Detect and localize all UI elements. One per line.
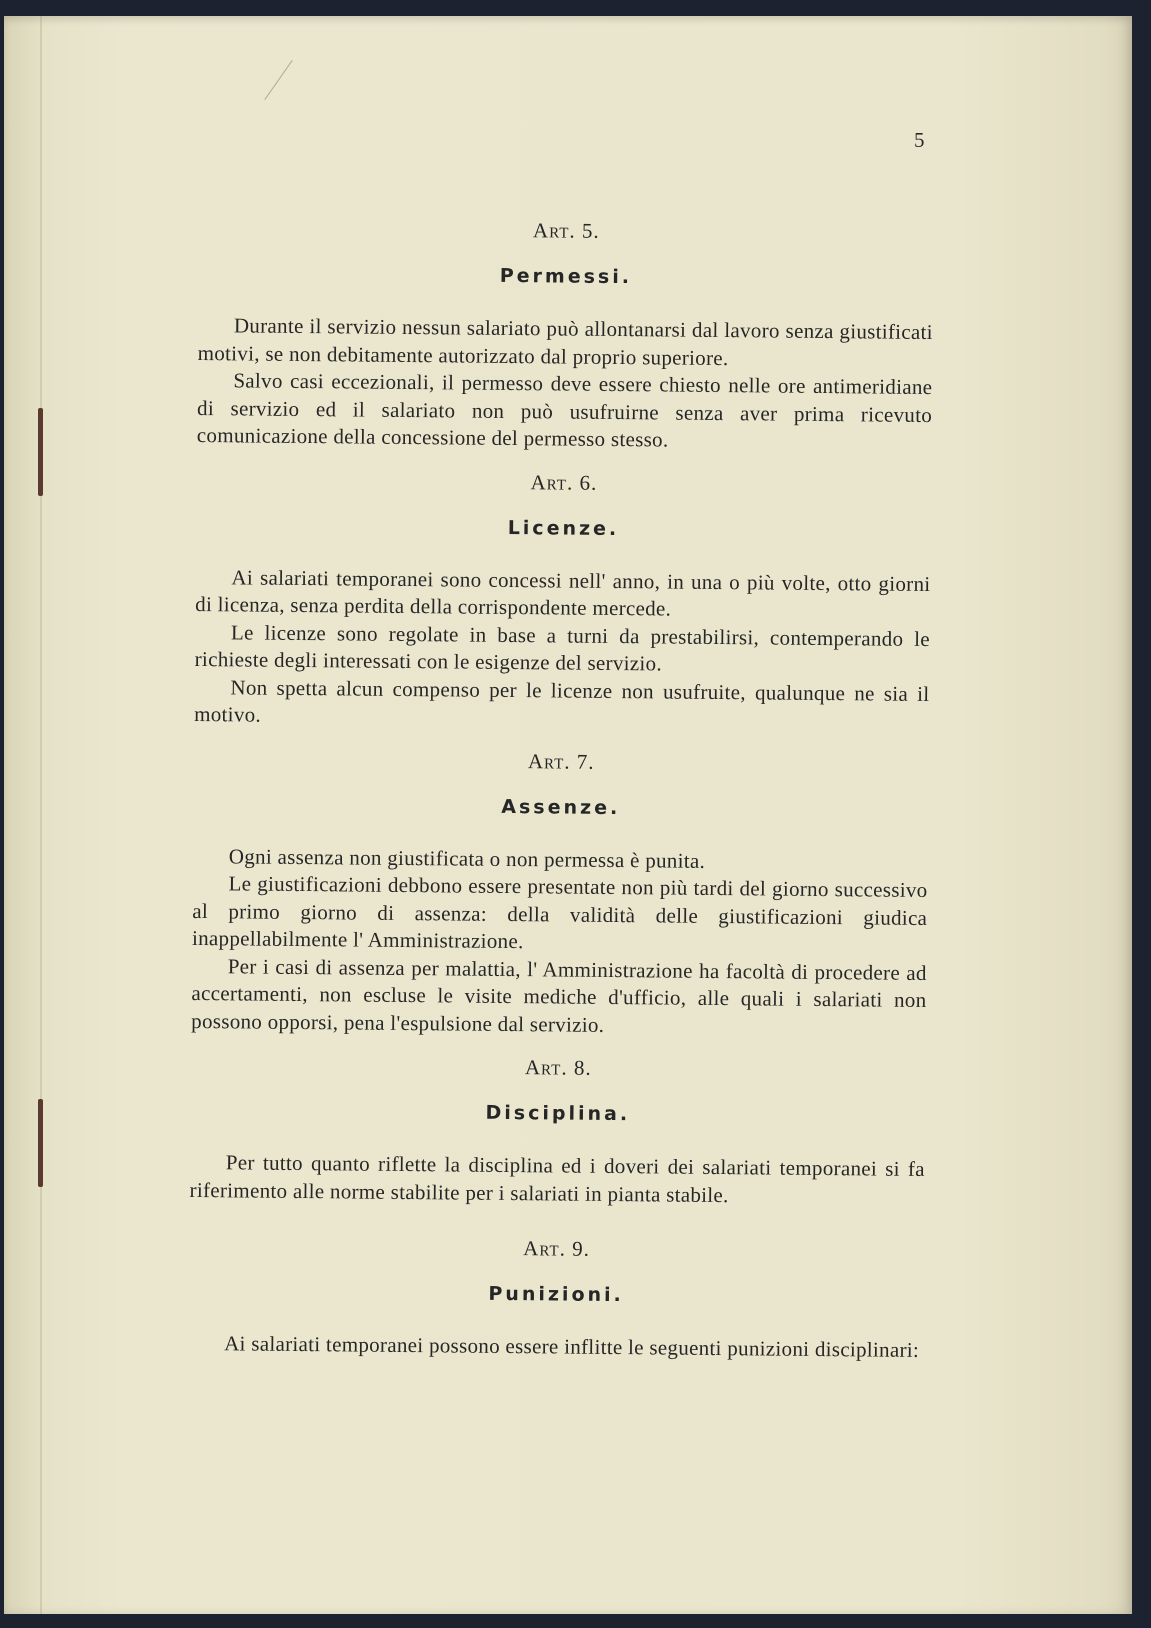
article-label: Art. 5.	[532, 218, 600, 243]
article-label: Art. 9.	[523, 1236, 591, 1261]
article-label: Art. 8.	[524, 1055, 592, 1080]
binding-gutter	[40, 16, 42, 1614]
paragraph: Le licenze sono regolate in base a turni da prestabilirsi, contemperando le richieste degli interessati con le esigenze del servizio.	[194, 619, 931, 676]
page-number: 5	[914, 128, 925, 152]
article-title: Disciplina.	[485, 1101, 631, 1126]
article-title: Permessi.	[499, 264, 633, 289]
article-9	[188, 1230, 924, 1365]
document-page	[4, 16, 1132, 1614]
article-label: Art. 7.	[527, 748, 595, 774]
article-5	[197, 212, 934, 457]
article-8	[189, 1049, 925, 1211]
article-title: Punizioni.	[488, 1282, 624, 1307]
article-6	[194, 463, 932, 735]
paragraph: Durante il servizio nessun salariato può allontanarsi dal lavoro senza giustificati motivi, se non debitamente autorizzato dal proprio superiore.	[197, 313, 933, 370]
article-7	[191, 742, 929, 1042]
paragraph: Non spetta alcun compenso per le licenze non usufruite, qualunque ne sia il motivo.	[194, 674, 930, 727]
staple-top	[38, 408, 43, 496]
paragraph: Ai salariati temporanei possono essere inflitte le seguenti punizioni disciplinari:	[224, 1331, 920, 1362]
paragraph: Per tutto quanto riflette la disciplina ed i doveri dei salariati temporanei si fa riferimento alle norme stabilite per i salariati in pianta stabile.	[189, 1150, 925, 1207]
pencil-mark	[264, 60, 292, 100]
article-label: Art. 6.	[530, 469, 598, 495]
paragraph: Ogni assenza non giustificata o non permessa è punita.	[228, 843, 706, 873]
paragraph: Le giustificazioni debbono essere presentate non più tardi del giorno successivo al primo giorno di assenza: della validità delle giustificazioni giudica inappellabilmente l' Amministrazione.	[191, 871, 928, 954]
paragraph: Salvo casi eccezionali, il permesso deve essere chiesto nelle ore antimeridiane di servizio ed il salariato non può usufruirne senza aver prima ricevuto comunicazione della concessione del permesso stesso.	[196, 368, 933, 452]
article-title: Licenze.	[507, 516, 620, 540]
article-title: Assenze.	[501, 795, 621, 819]
paragraph: Per i casi di assenza per malattia, l' Amministrazione ha facoltà di procedere ad accertamenti, non escluse le visite mediche d'ufficio, alle quali i salariati non possono opporsi, pena l'espulsione dal servizio.	[191, 953, 927, 1037]
paragraph: Ai salariati temporanei sono concessi nell' anno, in una o più volte, otto giorni di licenza, senza perdita della corrispondente mercede.	[195, 564, 931, 621]
staple-bottom	[38, 1099, 43, 1187]
page-content	[188, 212, 934, 1365]
